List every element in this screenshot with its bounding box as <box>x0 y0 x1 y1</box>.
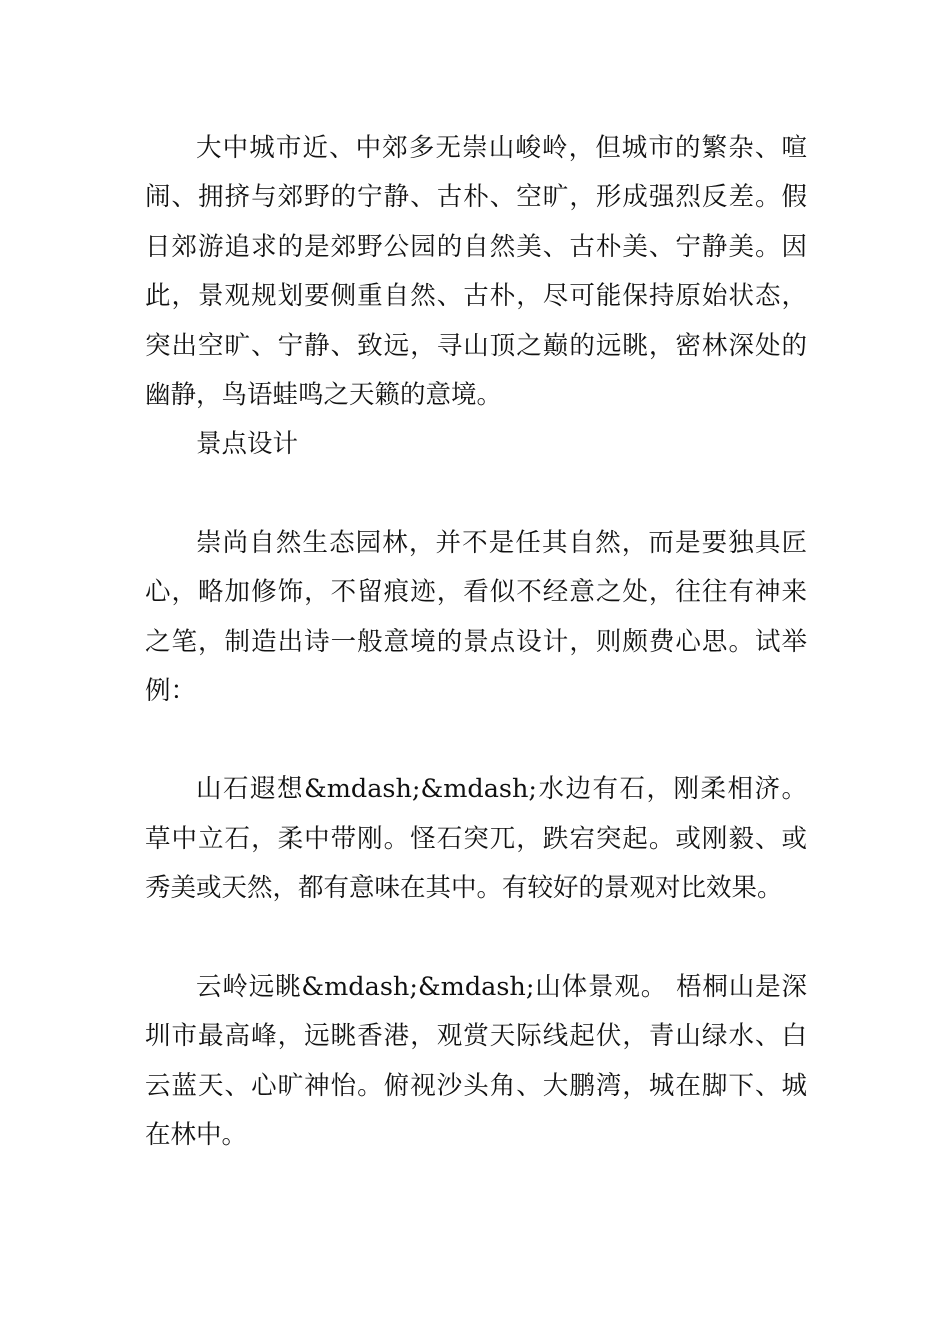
section-heading: 景点设计 <box>196 429 299 460</box>
paragraph-scenic-design: 崇尚自然生态园林，并不是任其自然，而是要独具匠心，略加修饰，不留痕迹，看似不经意之处，往往有神来之笔，制造出诗一般意境的景点设计，则颇费心思。试举例： <box>145 527 807 707</box>
paragraph-ridge-view: 云岭远眺&mdash;&mdash;山体景观。 梧桐山是深圳市最高峰，远眺香港，观赏天际线起伏，青山绿水、白云蓝天、心旷神怡。俯视沙头角、大鹏湾，城在脚下、城在林中。 <box>145 971 807 1150</box>
paragraph-landscape-planning: 大中城市近、中郊多无崇山峻岭，但城市的繁杂、喧闹、拥挤与郊野的宁静、古朴、空旷，形成强烈反差。假日郊游追求的是郊野公园的自然美、古朴美、宁静美。因此，景观规划要侧重自然、古朴，尽可能保持原始状态，突出空旷、宁静、致远，寻山顶之巅的远眺，密林深处的幽静，鸟语蛙鸣之天籁的意境。 <box>145 133 807 411</box>
document-page <box>145 124 807 1160</box>
paragraph-rock-reverie: 山石遐想&mdash;&mdash;水边有石，刚柔相济。草中立石，柔中带刚。怪石突兀，跌宕突起。或刚毅、或秀美或天然，都有意味在其中。有较好的景观对比效果。 <box>145 774 807 904</box>
